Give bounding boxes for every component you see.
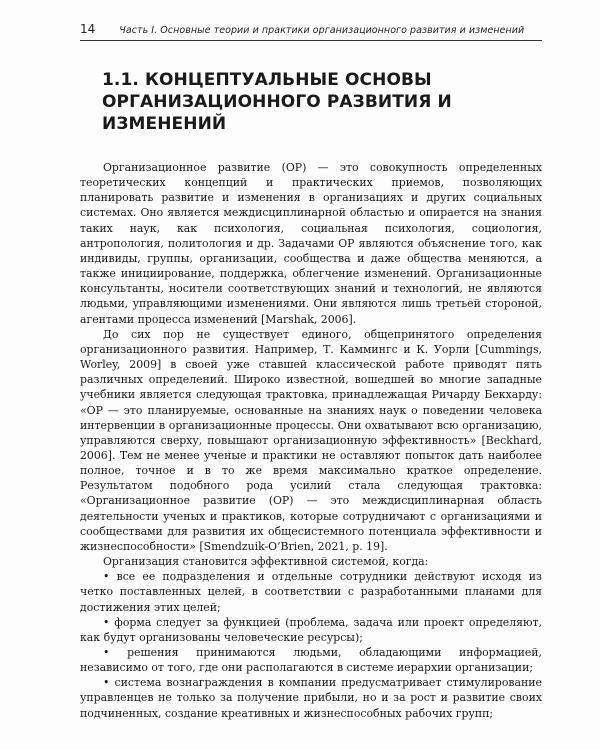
book-page (80, 22, 542, 737)
running-head (80, 22, 542, 41)
list-item: • система вознаграждения в компании предусматривает стимулирование управленцев не только за получение прибыли, но и за рост и развитие своих подчиненных, создание креативных и жизнеспособных рабочих групп; (80, 675, 542, 720)
bullet-list (80, 569, 542, 721)
list-item: • решения принимаются людьми, обладающими информацией, независимо от того, где они располагаются в системе иерархии организации; (80, 645, 542, 675)
chapter-title: 1.1. КОНЦЕПТУАЛЬНЫЕ ОСНОВЫ ОРГАНИЗАЦИОННОГО РАЗВИТИЯ И ИЗМЕНЕНИЙ (102, 70, 452, 134)
body-text (80, 160, 542, 721)
paragraph: До сих пор не существует единого, общепринятого определения организационного развития. Например, Т. Каммингс и К. Уорли [Cummings, Worley, 2009] в своей уже ставшей классической работе приводят пять различных определений. Широко известной, вошедшей во многие западные учебники является следующая трактовка, принадлежащая Ричарду Бекхарду: «ОР — это планируемые, основанные на знаниях наук о поведении человека интервенции в организационные процессы. Они охватывают всю организацию, управляются сверху, повышают организационную эффективность» [Beckhard, 2006]. Тем не менее ученые и практики не оставляют попыток дать наиболее полное, точное и в то же время максимально краткое определение. Результатом подобного рода усилий стала следующая трактовка: «Организационное развитие (ОР) — это междисциплинарная область деятельности ученых и практиков, которые сотрудничают с организациями и сообществами для развития их общесистемного потенциала эффективности и жизнеспособности» [Smendzuik-O’Brien, 2021, p. 19]. (80, 327, 542, 553)
page-number: 14 (80, 22, 96, 36)
list-item: • форма следует за функцией (проблема, задача или проект определяют, как будут организованы человеческие ресурсы); (80, 615, 542, 645)
list-item: • все ее подразделения и отдельные сотрудники действуют исходя из четко поставленных целей, в соответствии с разработанными планами для достижения этих целей; (80, 569, 542, 614)
paragraph: Организация становится эффективной системой, когда: (103, 555, 429, 569)
paragraph: Организационное развитие (ОР) — это совокупность определенных теоретических концепций и практических приемов, позволяющих планировать развитие и изменения в организациях и других социальных системах. Оно является междисциплинарной областью и опирается на знания таких наук, как психология, социальная психология, социология, антропология, политология и др. Задачами ОР являются объяснение того, как индивиды, группы, организации, сообщества и даже общества меняются, а также инициирование, поддержка, облегчение изменений. Организационные консультанты, носители соответствующих знаний и технологий, не являются людьми, управляющими изменениями. Они являются лишь третьей стороной, агентами процесса изменений [Marshak, 2006]. (80, 161, 542, 326)
part-title: Часть I. Основные теории и практики организационного развития и изменений (119, 25, 525, 36)
